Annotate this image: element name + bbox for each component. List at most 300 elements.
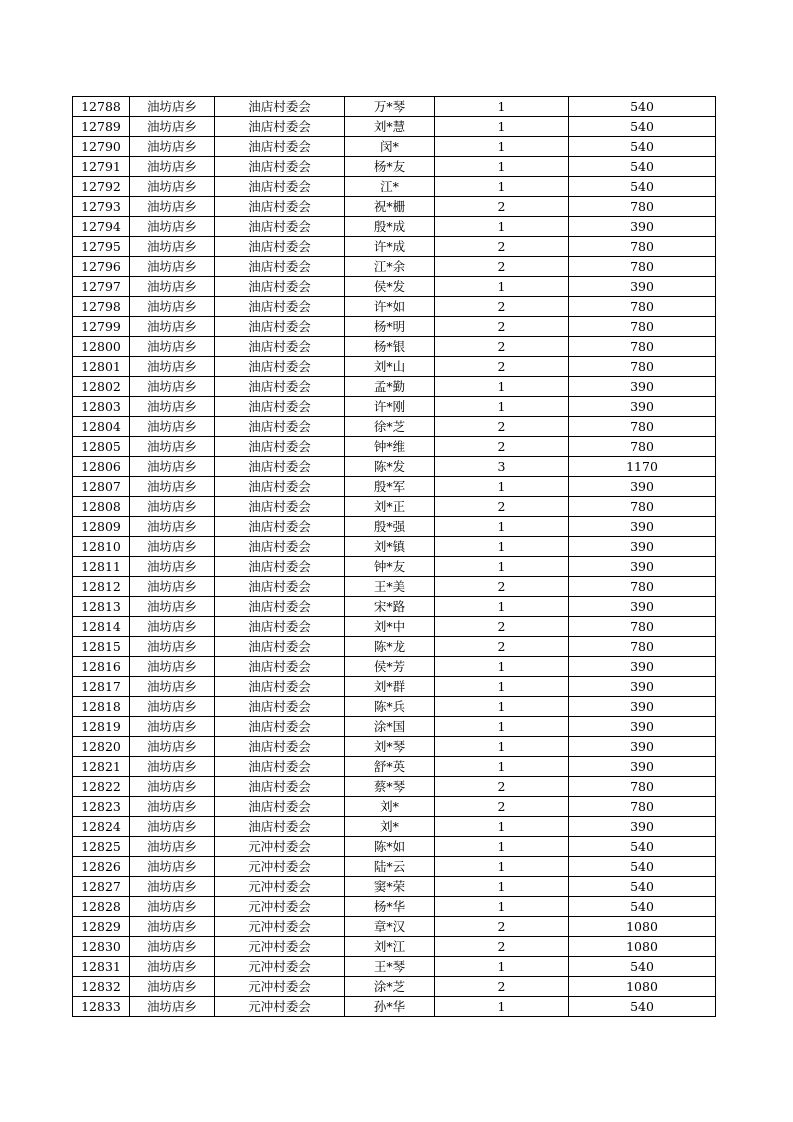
person-count-cell: 1	[435, 957, 569, 977]
person-count-cell: 2	[435, 197, 569, 217]
township-cell: 油坊店乡	[130, 257, 215, 277]
amount-cell: 540	[569, 117, 716, 137]
amount-cell: 390	[569, 737, 716, 757]
record-id-cell: 12817	[73, 677, 130, 697]
records-table	[72, 96, 716, 1017]
name-cell: 杨*明	[345, 317, 435, 337]
name-cell: 江*余	[345, 257, 435, 277]
amount-cell: 780	[569, 437, 716, 457]
name-cell: 殷*军	[345, 477, 435, 497]
table-row	[73, 757, 716, 777]
village-committee-cell: 油店村委会	[215, 797, 345, 817]
township-cell: 油坊店乡	[130, 717, 215, 737]
amount-cell: 390	[569, 817, 716, 837]
person-count-cell: 1	[435, 997, 569, 1017]
village-committee-cell: 元冲村委会	[215, 917, 345, 937]
person-count-cell: 1	[435, 697, 569, 717]
name-cell: 刘*中	[345, 617, 435, 637]
record-id-cell: 12802	[73, 377, 130, 397]
record-id-cell: 12803	[73, 397, 130, 417]
township-cell: 油坊店乡	[130, 137, 215, 157]
person-count-cell: 1	[435, 177, 569, 197]
village-committee-cell: 油店村委会	[215, 337, 345, 357]
name-cell: 许*如	[345, 297, 435, 317]
table-row	[73, 317, 716, 337]
name-cell: 舒*英	[345, 757, 435, 777]
village-committee-cell: 油店村委会	[215, 517, 345, 537]
village-committee-cell: 油店村委会	[215, 157, 345, 177]
township-cell: 油坊店乡	[130, 97, 215, 117]
village-committee-cell: 油店村委会	[215, 97, 345, 117]
record-id-cell: 12825	[73, 837, 130, 857]
amount-cell: 780	[569, 497, 716, 517]
amount-cell: 780	[569, 617, 716, 637]
amount-cell: 780	[569, 317, 716, 337]
table-row	[73, 537, 716, 557]
village-committee-cell: 油店村委会	[215, 737, 345, 757]
table-row	[73, 797, 716, 817]
township-cell: 油坊店乡	[130, 837, 215, 857]
record-id-cell: 12818	[73, 697, 130, 717]
person-count-cell: 2	[435, 237, 569, 257]
record-id-cell: 12821	[73, 757, 130, 777]
township-cell: 油坊店乡	[130, 237, 215, 257]
record-id-cell: 12820	[73, 737, 130, 757]
record-id-cell: 12828	[73, 897, 130, 917]
name-cell: 刘*	[345, 797, 435, 817]
table-row	[73, 457, 716, 477]
village-committee-cell: 油店村委会	[215, 457, 345, 477]
table-row	[73, 677, 716, 697]
village-committee-cell: 油店村委会	[215, 577, 345, 597]
village-committee-cell: 元冲村委会	[215, 857, 345, 877]
table-row	[73, 217, 716, 237]
record-id-cell: 12810	[73, 537, 130, 557]
person-count-cell: 2	[435, 797, 569, 817]
township-cell: 油坊店乡	[130, 977, 215, 997]
name-cell: 章*汉	[345, 917, 435, 937]
table-row	[73, 517, 716, 537]
name-cell: 陈*如	[345, 837, 435, 857]
record-id-cell: 12801	[73, 357, 130, 377]
name-cell: 江*	[345, 177, 435, 197]
person-count-cell: 1	[435, 877, 569, 897]
person-count-cell: 2	[435, 617, 569, 637]
table-row	[73, 237, 716, 257]
village-committee-cell: 元冲村委会	[215, 957, 345, 977]
amount-cell: 390	[569, 217, 716, 237]
person-count-cell: 1	[435, 277, 569, 297]
name-cell: 祝*栅	[345, 197, 435, 217]
record-id-cell: 12815	[73, 637, 130, 657]
person-count-cell: 1	[435, 737, 569, 757]
record-id-cell: 12829	[73, 917, 130, 937]
table-row	[73, 357, 716, 377]
amount-cell: 540	[569, 877, 716, 897]
township-cell: 油坊店乡	[130, 177, 215, 197]
township-cell: 油坊店乡	[130, 517, 215, 537]
village-committee-cell: 油店村委会	[215, 397, 345, 417]
amount-cell: 1080	[569, 917, 716, 937]
name-cell: 陈*发	[345, 457, 435, 477]
record-id-cell: 12797	[73, 277, 130, 297]
person-count-cell: 2	[435, 317, 569, 337]
township-cell: 油坊店乡	[130, 957, 215, 977]
name-cell: 孙*华	[345, 997, 435, 1017]
person-count-cell: 2	[435, 577, 569, 597]
person-count-cell: 2	[435, 437, 569, 457]
amount-cell: 1170	[569, 457, 716, 477]
amount-cell: 540	[569, 857, 716, 877]
record-id-cell: 12831	[73, 957, 130, 977]
amount-cell: 540	[569, 177, 716, 197]
person-count-cell: 1	[435, 157, 569, 177]
name-cell: 涂*国	[345, 717, 435, 737]
table-row	[73, 477, 716, 497]
table-row	[73, 437, 716, 457]
record-id-cell: 12816	[73, 657, 130, 677]
record-id-cell: 12790	[73, 137, 130, 157]
village-committee-cell: 油店村委会	[215, 717, 345, 737]
village-committee-cell: 油店村委会	[215, 697, 345, 717]
amount-cell: 390	[569, 537, 716, 557]
table-row	[73, 777, 716, 797]
table-row	[73, 637, 716, 657]
table-row	[73, 717, 716, 737]
township-cell: 油坊店乡	[130, 757, 215, 777]
name-cell: 闵*	[345, 137, 435, 157]
table-row	[73, 197, 716, 217]
township-cell: 油坊店乡	[130, 537, 215, 557]
person-count-cell: 1	[435, 397, 569, 417]
village-committee-cell: 元冲村委会	[215, 937, 345, 957]
township-cell: 油坊店乡	[130, 417, 215, 437]
amount-cell: 540	[569, 97, 716, 117]
amount-cell: 540	[569, 157, 716, 177]
record-id-cell: 12833	[73, 997, 130, 1017]
amount-cell: 390	[569, 277, 716, 297]
record-id-cell: 12807	[73, 477, 130, 497]
record-id-cell: 12812	[73, 577, 130, 597]
amount-cell: 390	[569, 657, 716, 677]
village-committee-cell: 元冲村委会	[215, 997, 345, 1017]
township-cell: 油坊店乡	[130, 597, 215, 617]
record-id-cell: 12814	[73, 617, 130, 637]
person-count-cell: 1	[435, 97, 569, 117]
record-id-cell: 12832	[73, 977, 130, 997]
name-cell: 杨*银	[345, 337, 435, 357]
township-cell: 油坊店乡	[130, 797, 215, 817]
person-count-cell: 2	[435, 637, 569, 657]
record-id-cell: 12794	[73, 217, 130, 237]
village-committee-cell: 油店村委会	[215, 777, 345, 797]
table-row	[73, 397, 716, 417]
township-cell: 油坊店乡	[130, 437, 215, 457]
record-id-cell: 12805	[73, 437, 130, 457]
record-id-cell: 12809	[73, 517, 130, 537]
name-cell: 侯*芳	[345, 657, 435, 677]
village-committee-cell: 元冲村委会	[215, 877, 345, 897]
township-cell: 油坊店乡	[130, 617, 215, 637]
township-cell: 油坊店乡	[130, 557, 215, 577]
township-cell: 油坊店乡	[130, 877, 215, 897]
township-cell: 油坊店乡	[130, 497, 215, 517]
village-committee-cell: 油店村委会	[215, 497, 345, 517]
village-committee-cell: 油店村委会	[215, 677, 345, 697]
village-committee-cell: 油店村委会	[215, 637, 345, 657]
table-row	[73, 917, 716, 937]
village-committee-cell: 油店村委会	[215, 137, 345, 157]
table-row	[73, 177, 716, 197]
person-count-cell: 2	[435, 977, 569, 997]
village-committee-cell: 油店村委会	[215, 557, 345, 577]
table-row	[73, 997, 716, 1017]
village-committee-cell: 元冲村委会	[215, 897, 345, 917]
name-cell: 钟*友	[345, 557, 435, 577]
township-cell: 油坊店乡	[130, 737, 215, 757]
name-cell: 殷*强	[345, 517, 435, 537]
name-cell: 钟*维	[345, 437, 435, 457]
name-cell: 刘*镇	[345, 537, 435, 557]
table-row	[73, 877, 716, 897]
village-committee-cell: 油店村委会	[215, 657, 345, 677]
township-cell: 油坊店乡	[130, 857, 215, 877]
amount-cell: 780	[569, 577, 716, 597]
name-cell: 孟*勤	[345, 377, 435, 397]
record-id-cell: 12795	[73, 237, 130, 257]
name-cell: 刘*江	[345, 937, 435, 957]
township-cell: 油坊店乡	[130, 637, 215, 657]
township-cell: 油坊店乡	[130, 317, 215, 337]
amount-cell: 780	[569, 197, 716, 217]
record-id-cell: 12830	[73, 937, 130, 957]
record-id-cell: 12824	[73, 817, 130, 837]
amount-cell: 390	[569, 677, 716, 697]
table-row	[73, 597, 716, 617]
person-count-cell: 1	[435, 557, 569, 577]
village-committee-cell: 油店村委会	[215, 357, 345, 377]
township-cell: 油坊店乡	[130, 697, 215, 717]
person-count-cell: 1	[435, 137, 569, 157]
township-cell: 油坊店乡	[130, 777, 215, 797]
amount-cell: 1080	[569, 937, 716, 957]
name-cell: 涂*芝	[345, 977, 435, 997]
table-row	[73, 557, 716, 577]
amount-cell: 390	[569, 517, 716, 537]
amount-cell: 780	[569, 337, 716, 357]
record-id-cell: 12806	[73, 457, 130, 477]
person-count-cell: 1	[435, 657, 569, 677]
village-committee-cell: 油店村委会	[215, 117, 345, 137]
name-cell: 窦*荣	[345, 877, 435, 897]
person-count-cell: 1	[435, 857, 569, 877]
name-cell: 刘*群	[345, 677, 435, 697]
person-count-cell: 1	[435, 517, 569, 537]
village-committee-cell: 元冲村委会	[215, 837, 345, 857]
table-row	[73, 277, 716, 297]
person-count-cell: 1	[435, 717, 569, 737]
township-cell: 油坊店乡	[130, 657, 215, 677]
table-row	[73, 937, 716, 957]
name-cell: 王*美	[345, 577, 435, 597]
table-row	[73, 97, 716, 117]
records-table-body	[73, 97, 716, 1017]
amount-cell: 540	[569, 957, 716, 977]
person-count-cell: 2	[435, 297, 569, 317]
village-committee-cell: 油店村委会	[215, 437, 345, 457]
table-row	[73, 737, 716, 757]
table-row	[73, 337, 716, 357]
name-cell: 侯*发	[345, 277, 435, 297]
amount-cell: 1080	[569, 977, 716, 997]
name-cell: 刘*	[345, 817, 435, 837]
name-cell: 刘*正	[345, 497, 435, 517]
person-count-cell: 1	[435, 757, 569, 777]
table-row	[73, 257, 716, 277]
name-cell: 许*刚	[345, 397, 435, 417]
record-id-cell: 12798	[73, 297, 130, 317]
record-id-cell: 12822	[73, 777, 130, 797]
village-committee-cell: 油店村委会	[215, 377, 345, 397]
village-committee-cell: 油店村委会	[215, 317, 345, 337]
person-count-cell: 1	[435, 837, 569, 857]
village-committee-cell: 油店村委会	[215, 237, 345, 257]
table-row	[73, 837, 716, 857]
table-row	[73, 297, 716, 317]
village-committee-cell: 油店村委会	[215, 197, 345, 217]
amount-cell: 540	[569, 837, 716, 857]
person-count-cell: 1	[435, 477, 569, 497]
record-id-cell: 12799	[73, 317, 130, 337]
record-id-cell: 12793	[73, 197, 130, 217]
amount-cell: 780	[569, 297, 716, 317]
record-id-cell: 12827	[73, 877, 130, 897]
person-count-cell: 2	[435, 937, 569, 957]
name-cell: 陈*龙	[345, 637, 435, 657]
village-committee-cell: 油店村委会	[215, 757, 345, 777]
table-row	[73, 417, 716, 437]
amount-cell: 390	[569, 477, 716, 497]
table-row	[73, 957, 716, 977]
township-cell: 油坊店乡	[130, 217, 215, 237]
name-cell: 徐*芝	[345, 417, 435, 437]
township-cell: 油坊店乡	[130, 277, 215, 297]
village-committee-cell: 油店村委会	[215, 617, 345, 637]
village-committee-cell: 油店村委会	[215, 817, 345, 837]
amount-cell: 390	[569, 377, 716, 397]
person-count-cell: 2	[435, 417, 569, 437]
record-id-cell: 12823	[73, 797, 130, 817]
table-row	[73, 697, 716, 717]
township-cell: 油坊店乡	[130, 817, 215, 837]
table-row	[73, 117, 716, 137]
village-committee-cell: 油店村委会	[215, 477, 345, 497]
record-id-cell: 12819	[73, 717, 130, 737]
village-committee-cell: 油店村委会	[215, 297, 345, 317]
table-row	[73, 617, 716, 637]
name-cell: 万*琴	[345, 97, 435, 117]
record-id-cell: 12788	[73, 97, 130, 117]
amount-cell: 390	[569, 397, 716, 417]
township-cell: 油坊店乡	[130, 937, 215, 957]
amount-cell: 780	[569, 357, 716, 377]
township-cell: 油坊店乡	[130, 917, 215, 937]
township-cell: 油坊店乡	[130, 117, 215, 137]
village-committee-cell: 油店村委会	[215, 257, 345, 277]
table-row	[73, 977, 716, 997]
name-cell: 王*琴	[345, 957, 435, 977]
amount-cell: 390	[569, 757, 716, 777]
record-id-cell: 12789	[73, 117, 130, 137]
township-cell: 油坊店乡	[130, 157, 215, 177]
amount-cell: 780	[569, 797, 716, 817]
name-cell: 陈*兵	[345, 697, 435, 717]
name-cell: 宋*路	[345, 597, 435, 617]
village-committee-cell: 油店村委会	[215, 597, 345, 617]
village-committee-cell: 油店村委会	[215, 277, 345, 297]
village-committee-cell: 油店村委会	[215, 217, 345, 237]
table-row	[73, 817, 716, 837]
person-count-cell: 2	[435, 777, 569, 797]
record-id-cell: 12791	[73, 157, 130, 177]
record-id-cell: 12796	[73, 257, 130, 277]
table-row	[73, 577, 716, 597]
amount-cell: 780	[569, 637, 716, 657]
table-row	[73, 157, 716, 177]
township-cell: 油坊店乡	[130, 357, 215, 377]
person-count-cell: 1	[435, 897, 569, 917]
person-count-cell: 1	[435, 117, 569, 137]
table-row	[73, 497, 716, 517]
name-cell: 陆*云	[345, 857, 435, 877]
township-cell: 油坊店乡	[130, 897, 215, 917]
township-cell: 油坊店乡	[130, 577, 215, 597]
amount-cell: 540	[569, 997, 716, 1017]
person-count-cell: 3	[435, 457, 569, 477]
person-count-cell: 1	[435, 817, 569, 837]
amount-cell: 390	[569, 597, 716, 617]
record-id-cell: 12813	[73, 597, 130, 617]
amount-cell: 540	[569, 897, 716, 917]
township-cell: 油坊店乡	[130, 337, 215, 357]
person-count-cell: 2	[435, 337, 569, 357]
person-count-cell: 1	[435, 537, 569, 557]
village-committee-cell: 油店村委会	[215, 177, 345, 197]
record-id-cell: 12826	[73, 857, 130, 877]
name-cell: 杨*华	[345, 897, 435, 917]
record-id-cell: 12800	[73, 337, 130, 357]
person-count-cell: 1	[435, 217, 569, 237]
township-cell: 油坊店乡	[130, 477, 215, 497]
table-row	[73, 377, 716, 397]
name-cell: 许*成	[345, 237, 435, 257]
amount-cell: 390	[569, 557, 716, 577]
township-cell: 油坊店乡	[130, 397, 215, 417]
person-count-cell: 1	[435, 377, 569, 397]
name-cell: 刘*慧	[345, 117, 435, 137]
person-count-cell: 2	[435, 357, 569, 377]
amount-cell: 390	[569, 697, 716, 717]
record-id-cell: 12804	[73, 417, 130, 437]
amount-cell: 780	[569, 257, 716, 277]
table-row	[73, 897, 716, 917]
table-row	[73, 657, 716, 677]
name-cell: 殷*成	[345, 217, 435, 237]
record-id-cell: 12811	[73, 557, 130, 577]
amount-cell: 390	[569, 717, 716, 737]
table-row	[73, 857, 716, 877]
table-row	[73, 137, 716, 157]
